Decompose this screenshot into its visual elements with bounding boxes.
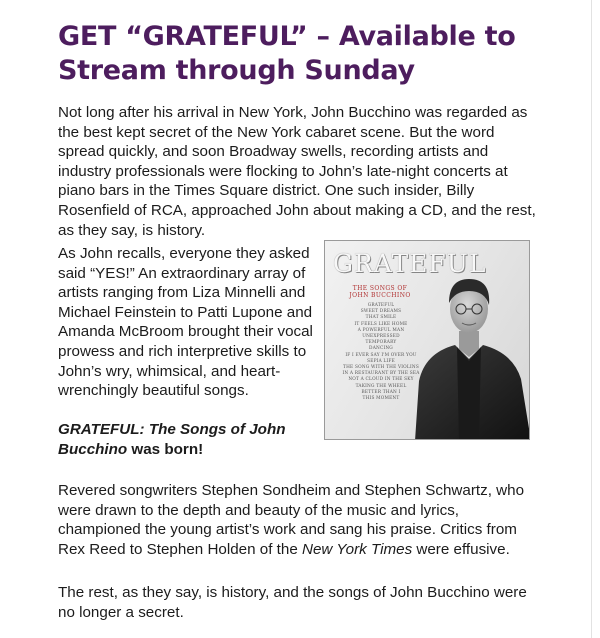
album-track-item: SEPIA LIFE [367,358,395,364]
album-track-item: A POWERFUL MAN [357,327,405,333]
praise-text-start: Revered songwriters Stephen Sondheim and Stephen Schwartz, who were drawn to the depth and beauty of the music and lyrics, championed the young artist’s work and sang his praise. Critics from Rex Reed to Stephen Holden of the [58,482,525,558]
album-cover-subtitle-line1: THE SONGS OF [352,285,408,292]
album-born-line [58,420,314,459]
album-title-italic: GRATEFUL: The Songs of John Bucchino [58,421,286,458]
page-edge-divider [591,0,592,638]
album-track-item: THIS MOMENT [362,396,400,402]
album-track-item: THE SONG WITH THE VIOLINS [343,365,419,371]
portrait-photo [409,261,530,440]
album-cover-image [324,240,530,440]
album-track-item: THAT SMILE [365,315,397,321]
album-track-item: SWEET DREAMS [360,309,402,315]
album-track-item: IF I EVER SAY I'M OVER YOU [345,352,417,358]
closing-paragraph: The rest, as they say, is history, and the songs of John Bucchino were no longer a secret. [58,584,527,621]
album-track-item: IT FEELS LIKE HOME [354,321,408,327]
album-track-item: NOT A CLOUD IN THE SKY [348,377,414,383]
album-track-item: GRATEFUL [367,303,395,308]
album-track-item: UNEXPRESSED [362,334,400,340]
album-track-item: BETTER THAN I [361,389,401,395]
album-born-suffix: was born! [127,440,204,458]
recollection-paragraph: As John recalls, everyone they asked said “YES!” An extraordinary array of artists ranging from Liza Minnelli and Michael Feinstein to Patti Lupone and Amanda McBroom brought their vocal prowess and rich interpretive skills to John’s wry, whimsical, and heart-wrenchingly beautiful songs. [58,245,313,400]
praise-paragraph [58,481,538,559]
album-track-item: IN A RESTAURANT BY THE SEA [342,371,420,377]
praise-text-end: were effusive. [412,540,510,558]
album-track-item: TAKING THE WHEEL [355,383,407,389]
album-cover-subtitle-line2: JOHN BUCCHINO [349,292,411,299]
intro-paragraph: Not long after his arrival in New York, John Bucchino was regarded as the best kept secret of the New York cabaret scene. But the word spread quickly, and soon Broadway swells, recording artists and industry professionals were flocking to John’s late-night concerts at piano bars in the Times Square district. One such insider, Billy Rosenfield of RCA, approached John about making a CD, and the rest, as they say, is history. [58,104,536,239]
album-track-item: DANCING [369,346,393,352]
album-track-item: TEMPORARY [365,340,397,346]
nyt-italic: New York Times [302,540,413,558]
album-cover-title: GRATEFUL [333,249,487,278]
headline: GET “GRATEFUL” – Available to Stream through Sunday [58,21,516,86]
